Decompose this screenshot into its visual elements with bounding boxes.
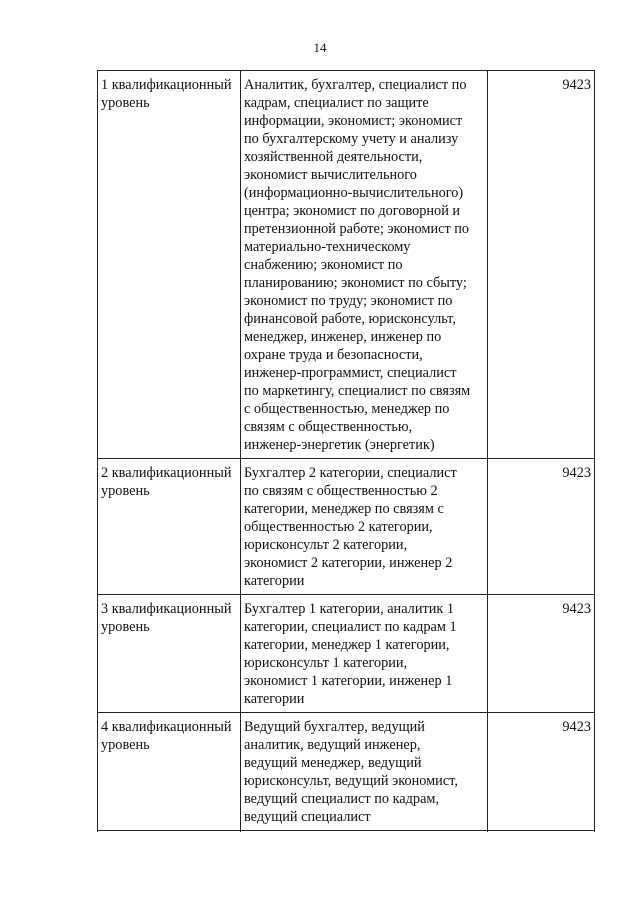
- table-row: [98, 459, 595, 595]
- amount-cell: 9423: [488, 595, 595, 713]
- positions-cell: Ведущий бухгалтер, ведущий аналитик, ведущий инженер, ведущий менеджер, ведущий юрисконсульт, ведущий экономист, ведущий специалист по кадрам, ведущий специалист: [241, 713, 488, 831]
- positions-cell: Бухгалтер 2 категории, специалист по связям с общественностью 2 категории, менеджер по связям с общественностью 2 категории, юрисконсульт 2 категории, экономист 2 категории, инженер 2 категории: [241, 459, 488, 595]
- table-row: [98, 71, 595, 459]
- positions-cell: Бухгалтер 1 категории, аналитик 1 категории, специалист по кадрам 1 категории, менеджер 1 категории, юрисконсульт 1 категории, экономист 1 категории, инженер 1 категории: [241, 595, 488, 713]
- table-row: [98, 713, 595, 831]
- qualification-level-cell: 2 квалификационный уровень: [98, 459, 241, 595]
- page-number: 14: [313, 40, 327, 55]
- amount-cell: 9423: [488, 71, 595, 459]
- qualification-level-cell: 4 квалификационный уровень: [98, 713, 241, 831]
- amount-cell: 9423: [488, 713, 595, 831]
- qualification-level-cell: 1 квалификационный уровень: [98, 71, 241, 459]
- positions-cell: Аналитик, бухгалтер, специалист по кадрам, специалист по защите информации, экономист; экономист по бухгалтерскому учету и анализу хозяйственной деятельности, экономист вычислительного (информационно-вычислительного) центра; экономист по договорной и претензионной работе; экономист по материально-техническому снабжению; экономист по планированию; экономист по сбыту; экономист по труду; экономист по финансовой работе, юрисконсульт, менеджер, инженер, инженер по охране труда и безопасности, инженер-программист, специалист по маркетингу, специалист по связям с общественностью, менеджер по связям с общественностью, инженер-энергетик (энергетик): [241, 71, 488, 459]
- amount-cell: 9423: [488, 459, 595, 595]
- qualification-table: [97, 70, 595, 859]
- table-row: [98, 595, 595, 713]
- page-bottom-margin: [0, 832, 640, 905]
- qualification-level-cell: 3 квалификационный уровень: [98, 595, 241, 713]
